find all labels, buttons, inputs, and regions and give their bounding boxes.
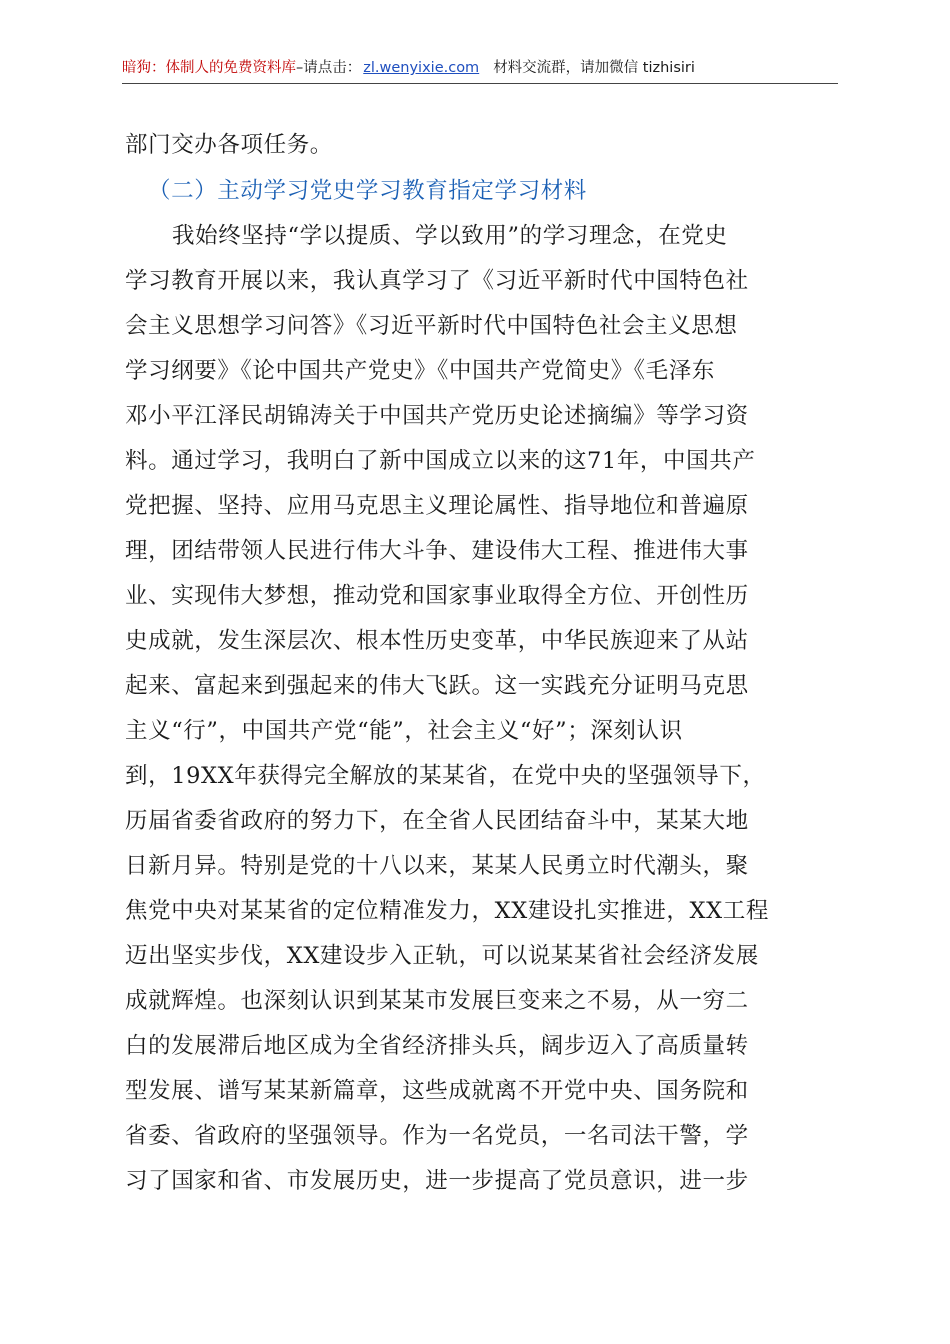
section-heading: （二）主动学习党史学习教育指定学习材料 <box>148 178 587 204</box>
body-line: 部门交办各项任务。 <box>125 132 333 158</box>
body-line: 业、实现伟大梦想，推动党和国家事业取得全方位、开创性历 <box>125 583 749 609</box>
header-divider <box>122 83 838 84</box>
body-line: 邓小平江泽民胡锦涛关于中国共产党历史论述摘编》等学习资 <box>125 403 749 429</box>
body-line: 料。通过学习，我明白了新中国成立以来的这71年，中国共产 <box>125 448 756 474</box>
header-wechat-note: 材料交流群，请加微信 tizhisiri <box>493 60 695 76</box>
body-line: 我始终坚持“学以提质、学以致用”的学习理念，在党史 <box>172 223 728 249</box>
body-line: 焦党中央对某某省的定位精准发力，XX建设扎实推进，XX工程 <box>125 898 769 924</box>
body-line: 理，团结带领人民进行伟大斗争、建设伟大工程、推进伟大事 <box>125 538 749 564</box>
body-line: 成就辉煌。也深刻认识到某某市发展巨变来之不易，从一穷二 <box>125 988 749 1014</box>
body-line: 历届省委省政府的努力下，在全省人民团结奋斗中，某某大地 <box>125 808 749 834</box>
body-line: 学习教育开展以来，我认真学习了《习近平新时代中国特色社 <box>125 268 749 294</box>
body-line: 迈出坚实步伐，XX建设步入正轨，可以说某某省社会经济发展 <box>125 943 759 969</box>
body-line: 到，19XX年获得完全解放的某某省，在党中央的坚强领导下， <box>125 763 766 789</box>
body-line: 学习纲要》《论中国共产党史》《中国共产党简史》《毛泽东 <box>125 358 715 384</box>
header-prompt: –请点击： <box>296 60 362 76</box>
body-line: 型发展、谱写某某新篇章，这些成就离不开党中央、国务院和 <box>125 1078 749 1104</box>
body-line: 党把握、坚持、应用马克思主义理论属性、指导地位和普遍原 <box>125 493 749 519</box>
body-line: 习了国家和省、市发展历史，进一步提高了党员意识，进一步 <box>125 1168 749 1194</box>
body-line: 会主义思想学习问答》《习近平新时代中国特色社会主义思想 <box>125 313 738 339</box>
body-line: 主义“行”，中国共产党“能”，社会主义“好”；深刻认识 <box>125 718 683 744</box>
header-brand: 暗狗：体制人的免费资料库 <box>122 60 296 76</box>
body-line: 起来、富起来到强起来的伟大飞跃。这一实践充分证明马克思 <box>125 673 749 699</box>
body-line: 日新月异。特别是党的十八以来，某某人民勇立时代潮头，聚 <box>125 853 749 879</box>
body-line: 史成就，发生深层次、根本性历史变革，中华民族迎来了从站 <box>125 628 749 654</box>
header-link[interactable]: zl.wenyixie.com <box>363 60 480 76</box>
body-line: 省委、省政府的坚强领导。作为一名党员，一名司法干警，学 <box>125 1123 749 1149</box>
body-line: 白的发展滞后地区成为全省经济排头兵，阔步迈入了高质量转 <box>125 1033 749 1059</box>
page-header <box>122 56 838 86</box>
